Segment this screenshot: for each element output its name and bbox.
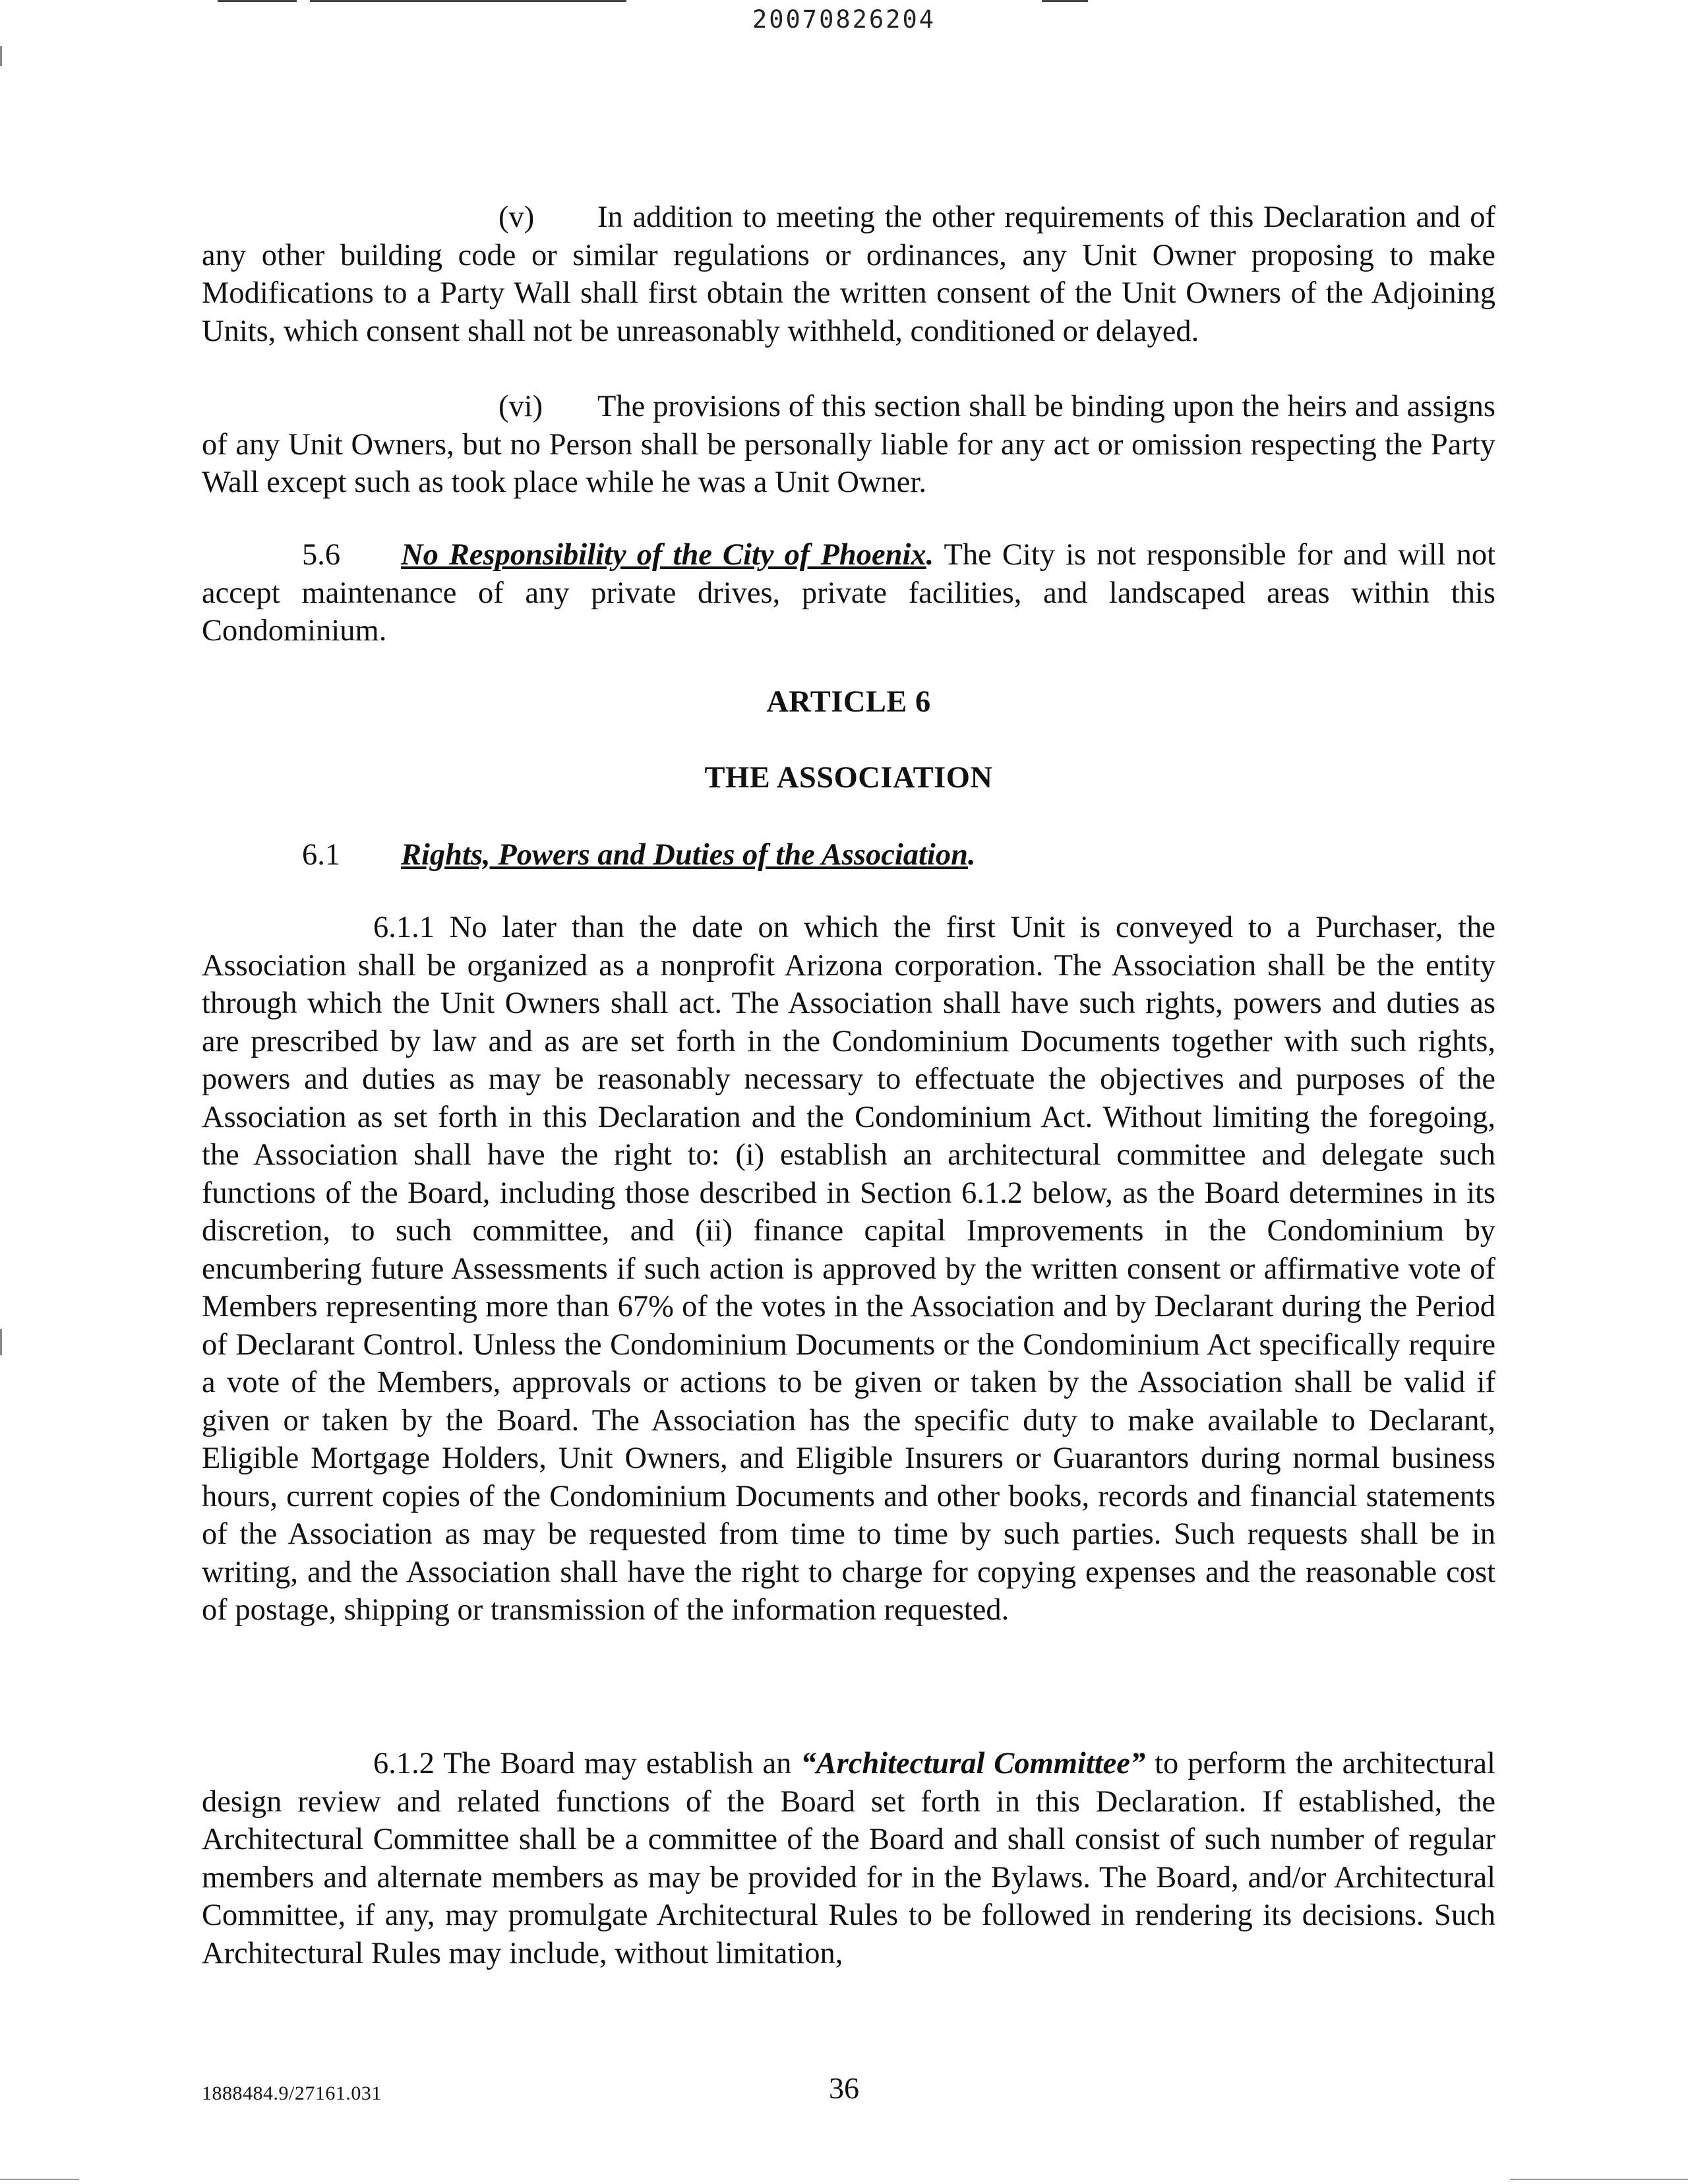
paragraph-label: (v)	[498, 200, 535, 234]
section-number: 6.1	[302, 838, 341, 872]
document-id: 1888484.9/27161.031	[202, 2082, 382, 2104]
defined-term: “Architectural Committee”	[800, 1747, 1146, 1780]
section-6-1: 6.1 Rights, Powers and Duties of the Association.	[202, 836, 1495, 874]
section-6-1-2	[202, 1745, 1495, 1972]
scan-artifact-line	[218, 0, 297, 2]
section-number: 5.6	[302, 538, 341, 572]
section-title: No Responsibility of the City of Phoenix	[401, 538, 926, 572]
paragraph-label: (vi)	[498, 390, 543, 423]
record-number: 20070826204	[752, 5, 936, 34]
section-lead: 6.1.2 The Board may establish an	[373, 1747, 801, 1780]
margin-mark	[0, 1329, 2, 1355]
section-title: Rights, Powers and Duties of the Association	[401, 838, 968, 872]
page-number: 36	[829, 2071, 859, 2105]
paragraph-text: In addition to meeting the other requirements of this Declaration and of any other building code or similar regulations or ordinances, any Unit Owner proposing to make Modifications to a Party Wall shall first obtain the written consent of the Unit Owners of the Adjoining Units, which consent shall not be unreasonably withheld, conditioned or delayed.	[202, 200, 1495, 348]
margin-mark	[0, 46, 2, 66]
section-text: 6.1.1 No later than the date on which the first Unit is conveyed to a Purchaser, the Association shall be organized as a nonprofit Arizona corporation. The Association shall be the entity through which the Unit Owners shall act. The Association shall have such rights, powers and duties as are prescribed by law and as are set forth in the Condominium Documents together with such rights, powers and duties as may be reasonably necessary to effectuate the objectives and purposes of the Association as set forth in this Declaration and the Condominium Act. Without limiting the foregoing, the Association shall have the right to: (i) establish an architectural committee and delegate such functions of the Board, including those described in Section 6.1.2 below, as the Board determines in its discretion, to such committee, and (ii) finance capital Improvements in the Condominium by encumbering future Assessments if such action is approved by the written consent or affirmative vote of Members representing more than 67% of the votes in the Association and by Declarant during the Period of Declarant Control. Unless the Condominium Documents or the Condominium Act specifically require a vote of the Members, approvals or actions to be given or taken by the Association shall be valid if given or taken by the Board. The Association has the specific duty to make available to Declarant, Eligible Mortgage Holders, Unit Owners, and Eligible Insurers or Guarantors during normal business hours, current copies of the Condominium Documents and other books, records and financial statements of the Association as may be requested from time to time by such parties. Such requests shall be in writing, and the Association shall have the right to charge for copying expenses and the reasonable cost of postage, shipping or transmission of the information requested.	[202, 911, 1495, 1627]
scan-artifact-line	[0, 2179, 79, 2180]
section-5-6: 5.6 No Responsibility of the City of Phoenix. The City is not responsible for and will not accept maintenance of any private drives, private facilities, and landscaped areas within this Condominium.	[202, 536, 1495, 650]
paragraph-v	[202, 198, 1495, 350]
section-6-1-1	[202, 909, 1495, 1629]
scan-artifact-line	[310, 0, 626, 2]
paragraph-text: The provisions of this section shall be binding upon the heirs and assigns of any Unit Owners, but no Person shall be personally liable for any act or omission respecting the Party Wall except such as took place while he was a Unit Owner.	[202, 390, 1495, 499]
section-text: to perform the architectural design review and related functions of the Board set forth in this Declaration. If established, the Architectural Committee shall be a committee of the Board and shall consist of such number of regular members and alternate members as may be provided for in the Bylaws. The Board, and/or Architectural Committee, if any, may promulgate Architectural Rules to be followed in rendering its decisions. Such Architectural Rules may include, without limitation,	[202, 1747, 1495, 1970]
article-heading: ARTICLE 6	[766, 685, 931, 719]
paragraph-vi	[202, 388, 1495, 502]
section-text: The City is not responsible for and will not accept maintenance of any private drives, private facilities, and landscaped areas within this Condominium.	[202, 538, 1495, 648]
scan-artifact-line	[1042, 0, 1088, 2]
scan-artifact-line	[1510, 2179, 1688, 2180]
article-title: THE ASSOCIATION	[704, 761, 993, 795]
